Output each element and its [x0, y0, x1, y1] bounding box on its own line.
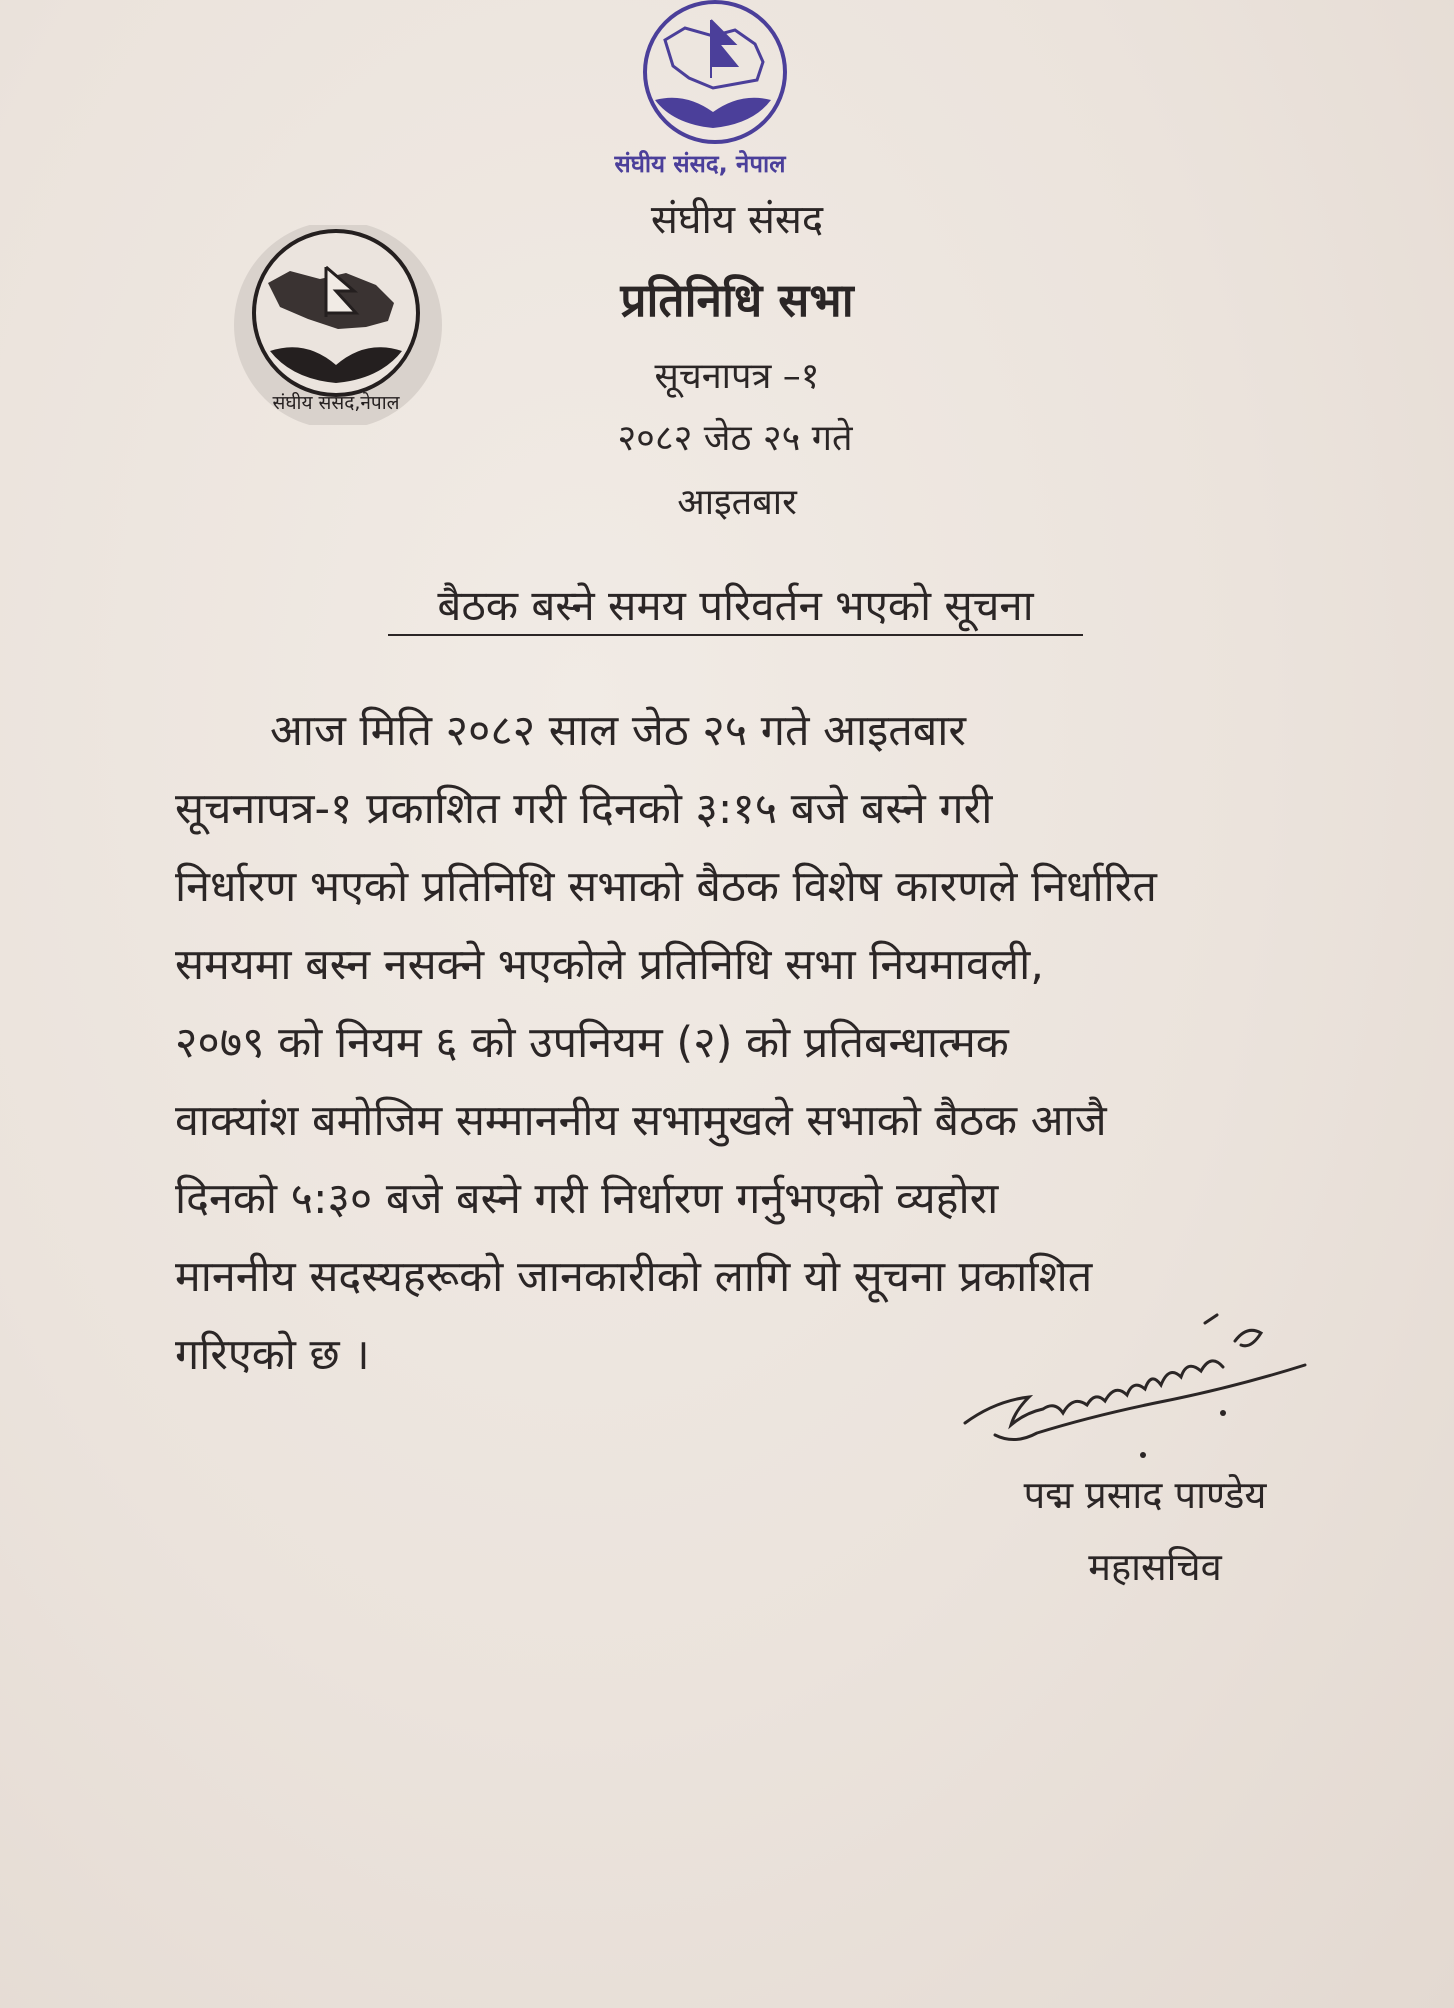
- body-line: आज मिति २०८२ साल जेठ २५ गते आइतबार: [270, 706, 967, 756]
- body-line: दिनको ५:३० बजे बस्ने गरी निर्धारण गर्नुभएको व्यहोरा: [175, 1174, 999, 1224]
- notice-number: सूचनापत्र –१: [654, 356, 820, 397]
- notice-body: [175, 692, 1300, 1394]
- house-heading: प्रतिनिधि सभा: [620, 273, 854, 327]
- notice-day: आइतबार: [677, 482, 797, 523]
- body-line: २०७९ को नियम ६ को उपनियम (२) को प्रतिबन्धात्मक: [175, 1018, 1009, 1068]
- signatory-name: पद्म प्रसाद पाण्डेय: [1023, 1473, 1267, 1517]
- parliament-heading: संघीय संसद: [650, 197, 824, 243]
- seal-left-text: संघीय संसद,नेपाल: [272, 392, 400, 414]
- notice-date: २०८२ जेठ २५ गते: [617, 418, 853, 459]
- body-line: सूचनापत्र-१ प्रकाशित गरी दिनको ३:१५ बजे बस्ने गरी: [175, 784, 993, 834]
- signatory-title: महासचिव: [1088, 1545, 1222, 1589]
- body-line: वाक्यांश बमोजिम सम्माननीय सभामुखले सभाको बैठक आजै: [175, 1096, 1107, 1146]
- seal-top-text: संघीय संसद, नेपाल: [614, 150, 786, 178]
- body-line: गरिएको छ ।: [175, 1330, 370, 1380]
- parliament-seal-top: [585, 0, 815, 185]
- notice-subject: बैठक बस्ने समय परिवर्तन भएको सूचना: [388, 578, 1083, 636]
- handwritten-signature: [955, 1305, 1325, 1465]
- body-line: समयमा बस्न नसक्ने भएकोले प्रतिनिधि सभा नियमावली,: [175, 940, 1044, 990]
- body-line: माननीय सदस्यहरूको जानकारीको लागि यो सूचना प्रकाशित: [175, 1252, 1093, 1302]
- body-line: निर्धारण भएको प्रतिनिधि सभाको बैठक विशेष कारणले निर्धारित: [175, 862, 1157, 912]
